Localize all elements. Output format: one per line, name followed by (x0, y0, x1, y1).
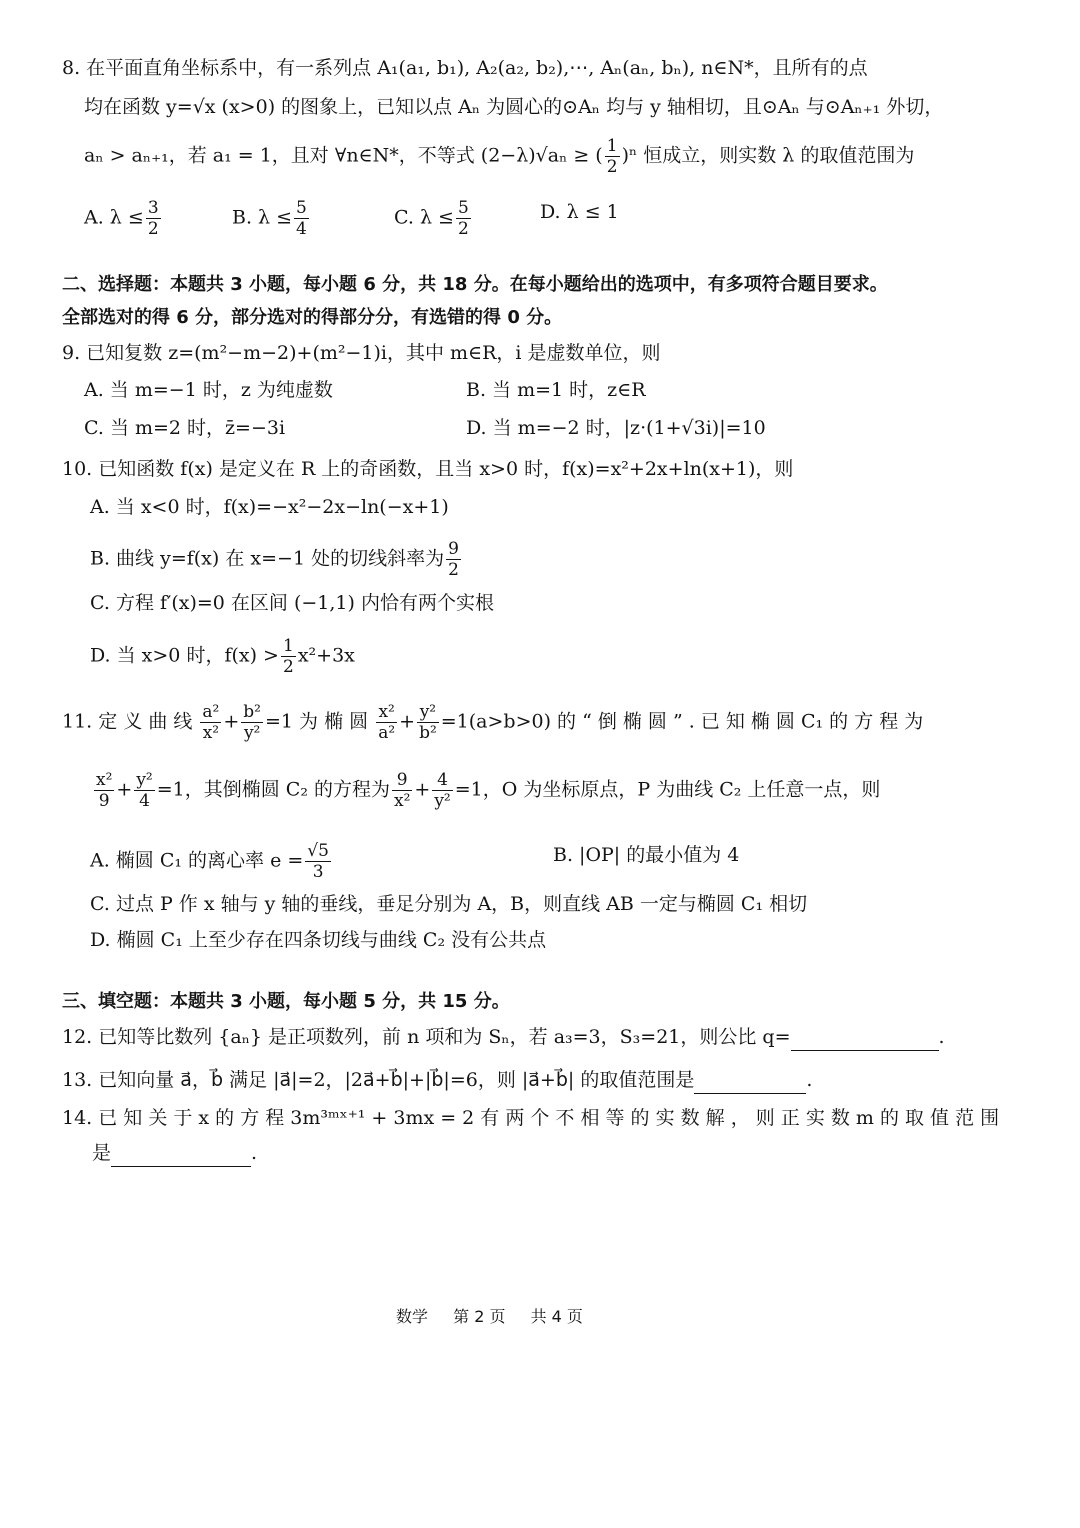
option-text: B. 曲线 y=f(x) 在 x=−1 处的切线斜率为 (90, 547, 445, 570)
q11-option-a (90, 841, 333, 882)
frac-den: 2 (282, 657, 294, 677)
q9-option-d: D. 当 m=−2 时，|z·(1+√3i)|=10 (466, 417, 766, 439)
frac-den: y² (243, 723, 261, 743)
option-fraction (146, 198, 161, 239)
q8-line3-post: )ⁿ 恒成立，则实数 λ 的取值范围为 (621, 144, 915, 167)
q10-option-d (90, 636, 355, 677)
q11-text: =1，O 为坐标原点，P 为曲线 C₂ 上任意一点，则 (454, 778, 881, 801)
q11-frac (241, 702, 263, 743)
option-text: x²+3x (297, 644, 355, 667)
frac-den: 9 (98, 791, 110, 811)
plus-sign: + (116, 778, 133, 801)
section3-heading: 三、填空题：本题共 3 小题，每小题 5 分，共 15 分。 (62, 991, 510, 1012)
q11-frac (134, 770, 154, 811)
q11-frac (94, 770, 114, 811)
frac-num: 4 (432, 770, 452, 791)
q8-line2: 均在函数 y=√x (x>0) 的图象上，已知以点 Aₙ 为圆心的⊙Aₙ 均与 y 轴相切，且⊙Aₙ 与⊙Aₙ₊₁ 外切， (84, 96, 944, 118)
option-text: A. 椭圆 C₁ 的离心率 e = (90, 849, 304, 872)
option-text: D. 当 x>0 时，f(x) > (90, 644, 279, 667)
plus-sign: + (223, 710, 240, 733)
q8-line3-pre: aₙ > aₙ₊₁，若 a₁ = 1，且对 ∀n∈N*，不等式 (2−λ)√aₙ ≥ ( (84, 144, 603, 167)
q10-stem: 10. 已知函数 f(x) 是定义在 R 上的奇函数，且当 x>0 时，f(x)=x²+2x+ln(x+1)，则 (62, 458, 794, 480)
q11-line2 (92, 770, 880, 811)
q9-option-b: B. 当 m=1 时，z∈R (466, 379, 646, 401)
frac-den: 4 (296, 219, 307, 239)
q10d-fraction (281, 636, 296, 677)
frac-num: 5 (457, 198, 469, 218)
frac-num: 9 (448, 539, 459, 559)
q11-text: =1，其倒椭圆 C₂ 的方程为 (156, 778, 390, 801)
plus-sign: + (399, 710, 416, 733)
q13-answer-blank[interactable] (694, 1071, 806, 1094)
q8-option-c (394, 198, 473, 239)
frac-num: 9 (392, 770, 412, 791)
q11-text: 11. 定 义 曲 线 (62, 710, 193, 733)
q11-frac (432, 770, 452, 811)
q11-text: =1(a>b>0) 的 “ 倒 椭 圆 ” . 已 知 椭 圆 C₁ 的 方 程 为 (440, 710, 924, 733)
section2-heading-line2: 全部选对的得 6 分，部分选对的得部分分，有选错的得 0 分。 (62, 307, 563, 328)
q10-option-b (90, 539, 463, 580)
q11-line1 (62, 702, 923, 743)
frac-den: 4 (139, 791, 150, 811)
q11-option-d: D. 椭圆 C₁ 上至少存在四条切线与曲线 C₂ 没有公共点 (90, 929, 547, 951)
option-label: B. λ ≤ (232, 206, 293, 229)
footer-page-number: 第 2 页 (453, 1307, 506, 1326)
q14-line2 (92, 1139, 257, 1167)
frac-num: y² (136, 770, 153, 790)
q8-option-a (84, 198, 163, 239)
q14-line1: 14. 已 知 关 于 x 的 方 程 3m³ᵐˣ⁺¹ + 3mx = 2 有 两 个 不 相 等 的 实 数 解 ， 则 正 实 数 m 的 取 值 范 围 (62, 1107, 1000, 1129)
frac-den: 3 (312, 862, 324, 882)
frac-den: 2 (448, 560, 459, 580)
frac-den: 2 (457, 219, 469, 239)
q9-option-a: A. 当 m=−1 时，z 为纯虚数 (84, 379, 333, 401)
frac-den: a² (378, 723, 396, 743)
plus-sign: + (414, 778, 431, 801)
option-fraction (456, 198, 471, 239)
q8-line3 (84, 136, 914, 177)
q8-option-d: D. λ ≤ 1 (540, 201, 619, 223)
q9-stem: 9. 已知复数 z=(m²−m−2)+(m²−1)i，其中 m∈R，i 是虚数单位，则 (62, 342, 661, 364)
page-footer (386, 1303, 593, 1331)
q11-frac (376, 702, 397, 743)
q13-text: 13. 已知向量 a⃗，b⃗ 满足 |a⃗|=2，|2a⃗+b⃗|+|b⃗|=6，则 |a⃗+b⃗| 的取值范围是 (62, 1069, 695, 1091)
q12-answer-blank[interactable] (791, 1028, 939, 1051)
option-fraction (294, 198, 309, 239)
q14-answer-blank[interactable] (111, 1144, 251, 1167)
frac-den: 2 (147, 219, 159, 239)
frac-den: 2 (606, 157, 618, 177)
q13 (62, 1066, 812, 1094)
footer-total-pages: 共 4 页 (530, 1307, 583, 1326)
q14-text: 是 (92, 1142, 112, 1164)
q8-option-b (232, 198, 311, 239)
q11-frac (200, 702, 221, 743)
section2-heading-line1: 二、选择题：本题共 3 小题，每小题 6 分，共 18 分。在每小题给出的选项中，有多项符合题目要求。 (62, 274, 888, 295)
frac-den: b² (419, 723, 437, 743)
frac-den: y² (434, 791, 451, 811)
q8-half-fraction (605, 136, 620, 177)
option-label: A. λ ≤ (84, 206, 144, 229)
frac-num: 3 (147, 198, 159, 218)
q10b-fraction (446, 539, 461, 580)
q11-option-b: B. |OP| 的最小值为 4 (553, 844, 740, 866)
q12 (62, 1023, 945, 1051)
period: . (806, 1069, 813, 1091)
frac-num: 5 (296, 198, 307, 218)
frac-num: a² (202, 702, 220, 722)
q10-option-c: C. 方程 f′(x)=0 在区间 (−1,1) 内恰有两个实根 (90, 592, 494, 614)
frac-num: 1 (282, 636, 294, 656)
frac-num: y² (417, 702, 439, 723)
period: . (938, 1026, 945, 1048)
frac-den: x² (202, 723, 220, 743)
q11-text: =1 为 椭 圆 (265, 710, 369, 733)
q12-text: 12. 已知等比数列 {aₙ} 是正项数列，前 n 项和为 Sₙ，若 a₃=3，S₃=21，则公比 q= (62, 1026, 791, 1048)
frac-den: x² (394, 791, 411, 811)
period: . (251, 1142, 258, 1164)
frac-num: x² (376, 702, 397, 723)
q10-option-a: A. 当 x<0 时，f(x)=−x²−2x−ln(−x+1) (90, 496, 449, 518)
q9-option-c: C. 当 m=2 时，z̄=−3i (84, 417, 286, 439)
q11-option-c: C. 过点 P 作 x 轴与 y 轴的垂线，垂足分别为 A，B，则直线 AB 一定与椭圆 C₁ 相切 (90, 893, 808, 915)
footer-subject: 数学 (396, 1307, 429, 1326)
option-label: C. λ ≤ (394, 206, 454, 229)
q8-line1: 8. 在平面直角坐标系中，有一系列点 A₁(a₁, b₁), A₂(a₂, b₂),⋯, Aₙ(aₙ, bₙ), n∈N*，且所有的点 (62, 57, 868, 79)
q11-frac (392, 770, 412, 811)
frac-num: x² (96, 770, 113, 790)
frac-num: √5 (307, 841, 329, 861)
eccentricity-fraction (305, 841, 331, 882)
frac-num: b² (243, 702, 261, 722)
q11-frac (417, 702, 439, 743)
frac-num: 1 (606, 136, 618, 156)
